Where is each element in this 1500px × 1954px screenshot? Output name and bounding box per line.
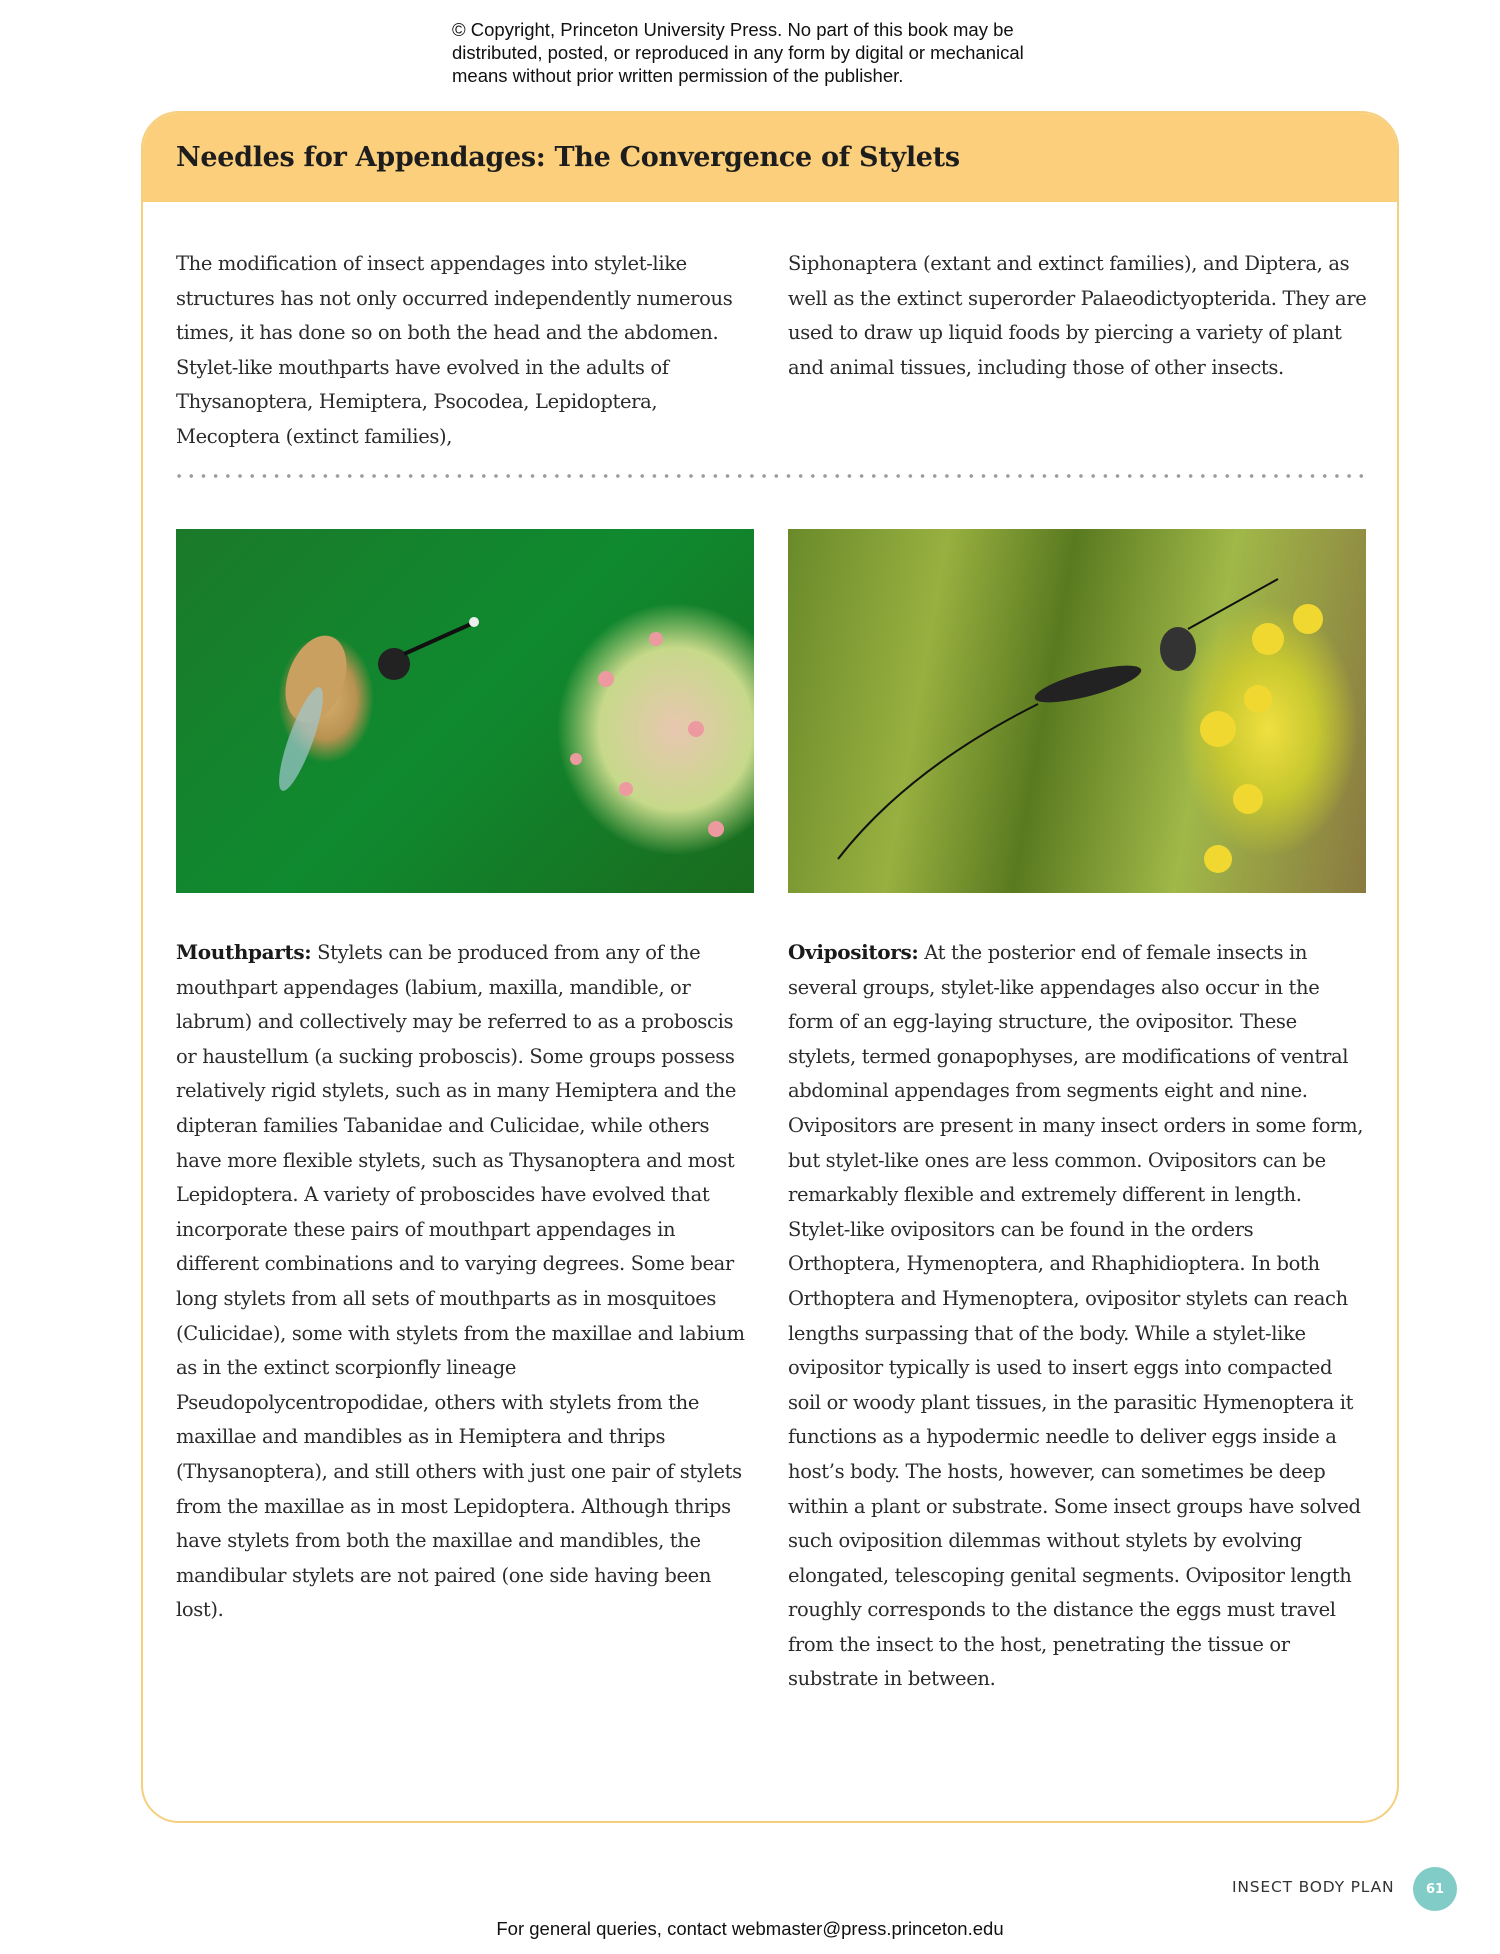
bee-fly-photo [176, 529, 754, 893]
copyright-notice: © Copyright, Princeton University Press. No part of this book may be distributed, posted, or reproduced in any form by digital or mechanical means without prior written permission of the publisher. [452, 19, 1024, 86]
ovipositors-paragraph [788, 935, 1368, 1697]
contact-line: For general queries, contact webmaster@press.princeton.edu [496, 1918, 1004, 1939]
bee-fly-illustration [176, 529, 754, 893]
ovipositors-heading: Ovipositors: [788, 940, 919, 964]
feature-box [141, 111, 1399, 1823]
dotted-divider [173, 474, 1369, 478]
wasp-illustration [788, 529, 1366, 893]
page-number-badge: 61 [1413, 1867, 1457, 1911]
running-footer-section: INSECT BODY PLAN [1232, 1878, 1395, 1896]
feature-title: Needles for Appendages: The Convergence of Stylets [176, 142, 960, 173]
intro-text-right: Siphonaptera (extant and extinct families), and Diptera, as well as the extinct superorder Palaeodictyopterida. They are used to draw up liquid foods by piercing a variety of plant and animal tissues, including those of other insects. [788, 252, 1367, 379]
feature-header [143, 113, 1397, 202]
mouthparts-text: Stylets can be produced from any of the mouthpart appendages (labium, maxilla, mandible, or labrum) and collectively may be referred to as a proboscis or haustellum (a sucking proboscis). Some groups possess relatively rigid stylets, such as in many Hemiptera and the dipteran families Tabanidae and Culicidae, while others have more flexible stylets, such as Thysanoptera and most Lepidoptera. A variety of proboscides have evolved that incorporate these pairs of mouthpart appendages in different combinations and to varying degrees. Some bear long stylets from all sets of mouthparts as in mosquitoes (Culicidae), some with stylets from the maxillae and labium as in the extinct scorpionfly lineage Pseudopolycentropodidae, others with stylets from the maxillae and mandibles as in Hemiptera and thrips (Thysanoptera), and still others with just one pair of stylets from the maxillae as in most Lepidoptera. Although thrips have stylets from both the maxillae and mandibles, the mandibular stylets are not paired (one side having been lost). [176, 941, 745, 1622]
ovipositors-text: At the posterior end of female insects in several groups, stylet-like appendages also occur in the form of an egg-laying structure, the ovipositor. These stylets, termed gonapophyses, are modifications of ventral abdominal appendages from segments eight and nine. Ovipositors are present in many insect orders in some form, but stylet-like ones are less common. Ovipositors can be remarkably flexible and extremely different in length. Stylet-like ovipositors can be found in the orders Orthoptera, Hymenoptera, and Rhaphidioptera. In both Orthoptera and Hymenoptera, ovipositor stylets can reach lengths surpassing that of the body. While a stylet-like ovipositor typically is used to insert eggs into compacted soil or woody plant tissues, in the parasitic Hymenoptera it functions as a hypodermic needle to deliver eggs inside a host’s body. The hosts, however, can sometimes be deep within a plant or substrate. Some insect groups have solved such oviposition dilemmas without stylets by evolving elongated, telescoping genital segments. Ovipositor length roughly corresponds to the distance the eggs must travel from the insect to the host, penetrating the tissue or substrate in between. [788, 941, 1364, 1691]
parasitic-wasp-photo [788, 529, 1366, 893]
mouthparts-heading: Mouthparts: [176, 940, 312, 964]
intro-text-left: The modification of insect appendages into stylet-like structures has not only occurred independently numerous times, it has done so on both the head and the abdomen. Stylet-like mouthparts have evolved in the adults of Thysanoptera, Hemiptera, Psocodea, Lepidoptera, Mecoptera (extinct families), [176, 252, 733, 448]
mouthparts-paragraph [176, 935, 756, 1628]
